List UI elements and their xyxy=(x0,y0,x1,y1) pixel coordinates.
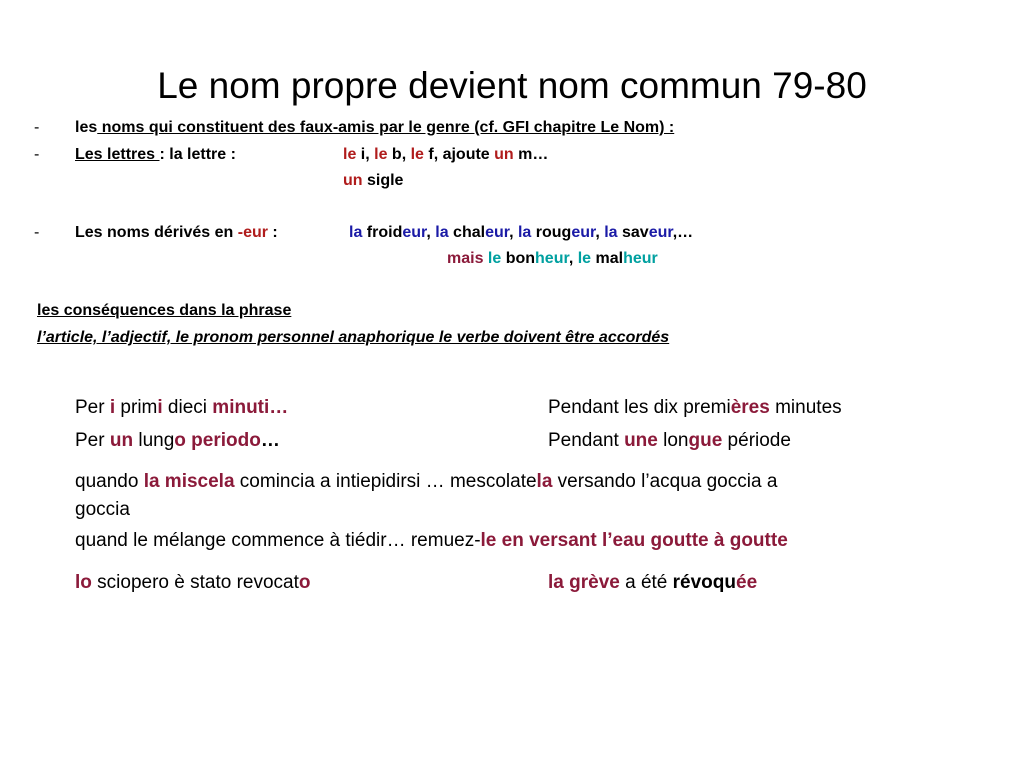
example-1-french xyxy=(548,396,842,420)
stem-mal: mal xyxy=(591,250,624,267)
article-le: le xyxy=(343,146,357,163)
text: sciopero è stato revocat xyxy=(91,572,299,593)
ending-eres: ères xyxy=(730,397,770,418)
article-le: le xyxy=(487,250,502,267)
word-minuti: minuti… xyxy=(212,397,289,418)
word-periodo: periodo xyxy=(191,430,261,451)
phrase-la-miscela: la miscela xyxy=(143,471,235,492)
stem-sav: sav xyxy=(617,224,649,241)
article-un: un xyxy=(343,172,363,189)
example-2-french xyxy=(548,429,791,453)
example-4-french xyxy=(548,571,757,595)
suffix-eur: eur xyxy=(402,224,427,241)
stem-chal: chal xyxy=(448,224,486,241)
consequences-heading: les conséquences dans la phrase xyxy=(37,302,292,319)
bullet-text-les: les xyxy=(75,119,98,136)
article-une: une xyxy=(624,430,658,451)
bullet-lettres-colon: : la lettre : xyxy=(159,146,236,163)
letter-m: m… xyxy=(513,146,549,163)
suffix-heur: heur xyxy=(535,250,569,267)
suffix-eur: -eur xyxy=(237,224,268,241)
example-2-italian xyxy=(75,429,280,453)
suffix-eur: eur xyxy=(485,224,510,241)
phrase-la-greve: la grève xyxy=(548,572,620,593)
derives-exception xyxy=(447,249,658,269)
consequences-detail: l’article, l’adjectif, le pronom personnel anaphorique le verbe doivent être accordés xyxy=(37,329,670,346)
comma: , xyxy=(568,250,578,267)
article-un: un xyxy=(109,430,134,451)
suffix-eur: eur xyxy=(648,224,673,241)
example-1-italian xyxy=(75,396,288,420)
bullet-lettres-label: Les lettres xyxy=(75,146,160,163)
bullet-text-rest: noms qui constituent des faux-amis par le genre (cf. GFI chapitre Le Nom) : xyxy=(97,119,675,136)
ending-gue: gue xyxy=(688,430,723,451)
ellipsis: ,… xyxy=(672,224,694,241)
stem-froid: froid xyxy=(362,224,403,241)
text: Pendant les dix premi xyxy=(548,397,731,418)
text: quand le mélange commence à tiédir… remuez- xyxy=(75,530,481,551)
phrase-le-en-versant: le en versant l’eau goutte à goutte xyxy=(480,530,788,551)
example-3-italian-cont: goccia xyxy=(75,499,130,520)
bullet-dash: - xyxy=(34,224,40,241)
text: comincia a intiepidirsi … mescolate xyxy=(234,471,537,492)
letter-b: b, xyxy=(387,146,411,163)
article-le: le xyxy=(374,146,388,163)
derives-prefix: Les noms dérivés en xyxy=(75,224,238,241)
ellipsis: … xyxy=(260,430,280,451)
text: lung xyxy=(133,430,175,451)
bullet-faux-amis xyxy=(75,118,674,138)
bullet-lettres xyxy=(75,145,236,165)
article-la: la xyxy=(349,224,363,241)
slide-title: Le nom propre devient nom commun 79-80 xyxy=(157,65,867,106)
article-un: un xyxy=(494,146,514,163)
suffix-eur: eur xyxy=(571,224,596,241)
text: prim xyxy=(115,397,158,418)
article-lo: lo xyxy=(75,572,92,593)
example-4-italian xyxy=(75,571,311,595)
article-le: le xyxy=(577,250,592,267)
article-la: la xyxy=(604,224,618,241)
comma: , xyxy=(426,224,436,241)
bullet-derives xyxy=(75,223,278,243)
word-sigle: sigle xyxy=(362,172,404,189)
text: période xyxy=(722,430,791,451)
text: quando xyxy=(75,471,144,492)
comma: , xyxy=(595,224,605,241)
text: Per xyxy=(75,430,110,451)
ending-o: o xyxy=(298,572,311,593)
ending-o: o xyxy=(174,430,186,451)
text: dieci xyxy=(162,397,213,418)
text: lon xyxy=(657,430,689,451)
lettres-sequence xyxy=(343,145,548,165)
ending-i: i xyxy=(157,397,163,418)
text: a été xyxy=(619,572,673,593)
pronoun-la: la xyxy=(536,471,553,492)
letter-i: i, xyxy=(356,146,375,163)
lettres-sigle xyxy=(343,171,403,191)
stem-bon: bon xyxy=(501,250,536,267)
text: Per xyxy=(75,397,110,418)
suffix-heur: heur xyxy=(623,250,658,267)
text: minutes xyxy=(769,397,842,418)
article-le: le xyxy=(410,146,424,163)
bullet-dash: - xyxy=(34,146,40,163)
article-la: la xyxy=(435,224,449,241)
text: versando l’acqua goccia a xyxy=(552,471,778,492)
ending-ee: ée xyxy=(736,572,758,593)
stem-revoqu: révoqu xyxy=(672,572,737,593)
text: Pendant xyxy=(548,430,625,451)
example-3-french xyxy=(75,529,788,553)
derives-sequence xyxy=(349,223,693,243)
letter-f-ajoute: f, ajoute xyxy=(423,146,495,163)
ending-i: i xyxy=(109,397,116,418)
example-3-italian xyxy=(75,470,777,494)
derives-colon: : xyxy=(267,224,278,241)
article-la: la xyxy=(517,224,532,241)
word-mais: mais xyxy=(447,250,484,267)
stem-roug: roug xyxy=(531,224,572,241)
bullet-dash: - xyxy=(34,119,40,136)
comma: , xyxy=(509,224,518,241)
